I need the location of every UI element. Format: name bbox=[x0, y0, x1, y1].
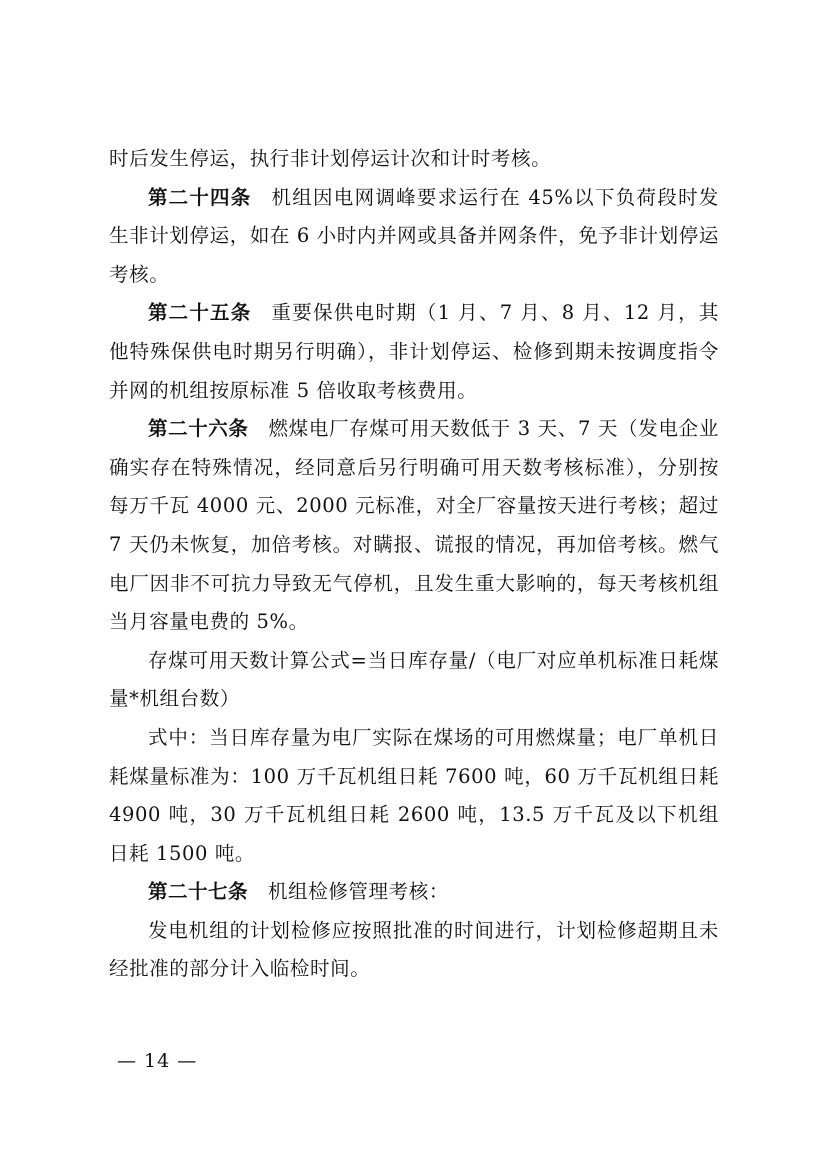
article-25 bbox=[109, 294, 719, 410]
document-body bbox=[109, 140, 719, 989]
paragraph-continuation: 时后发生停运，执行非计划停运计次和计时考核。 bbox=[109, 147, 552, 170]
formula-paragraph: 存煤可用天数计算公式=当日库存量/（电厂对应单机标准日耗煤量*机组台数） bbox=[109, 648, 719, 711]
article-text: 机组检修管理考核： bbox=[268, 880, 449, 904]
article-27 bbox=[109, 873, 719, 912]
article-heading: 第二十七条 bbox=[148, 880, 249, 904]
article-heading: 第二十六条 bbox=[148, 417, 249, 441]
article-text: 机组因电网调峰要求运行在 45%以下负荷段时发生非计划停运，如在 6 小时内并网或具备并网条件，免予非计划停运考核。 bbox=[109, 185, 719, 286]
article-heading: 第二十四条 bbox=[148, 185, 252, 209]
article-text: 重要保供电时期（1 月、7 月、8 月、12 月，其他特殊保供电时期另行明确），非计划停运、检修到期未按调度指令并网的机组按原标准 5 倍收取考核费用。 bbox=[109, 301, 719, 402]
article-text: 燃煤电厂存煤可用天数低于 3 天、7 天（发电企业确实存在特殊情况，经同意后另行明确可用天数考核标准），分别按每万千瓦 4000 元、2000 元标准，对全厂容量按天进行考核；超过 7 天仍未恢复，加倍考核。对瞒报、谎报的情况，再加倍考核。燃气电厂因非不可抗力导致无气停机，且发生重大影响的，每天考核机组当月容量电费的 5%。 bbox=[109, 417, 719, 634]
article-24 bbox=[109, 179, 719, 295]
formula-explanation: 式中：当日库存量为电厂实际在煤场的可用燃煤量；电厂单机日耗煤量标准为：100 万千瓦机组日耗 7600 吨，60 万千瓦机组日耗 4900 吨，30 万千瓦机组日耗 2600 吨，13.5 万千瓦及以下机组日耗 1500 吨。 bbox=[109, 725, 719, 865]
article-26 bbox=[109, 410, 719, 642]
page-number: — 14 — bbox=[117, 1050, 198, 1072]
maintenance-paragraph: 发电机组的计划检修应按照批准的时间进行，计划检修超期且未经批准的部分计入临检时间。 bbox=[109, 918, 719, 981]
article-heading: 第二十五条 bbox=[148, 301, 252, 325]
